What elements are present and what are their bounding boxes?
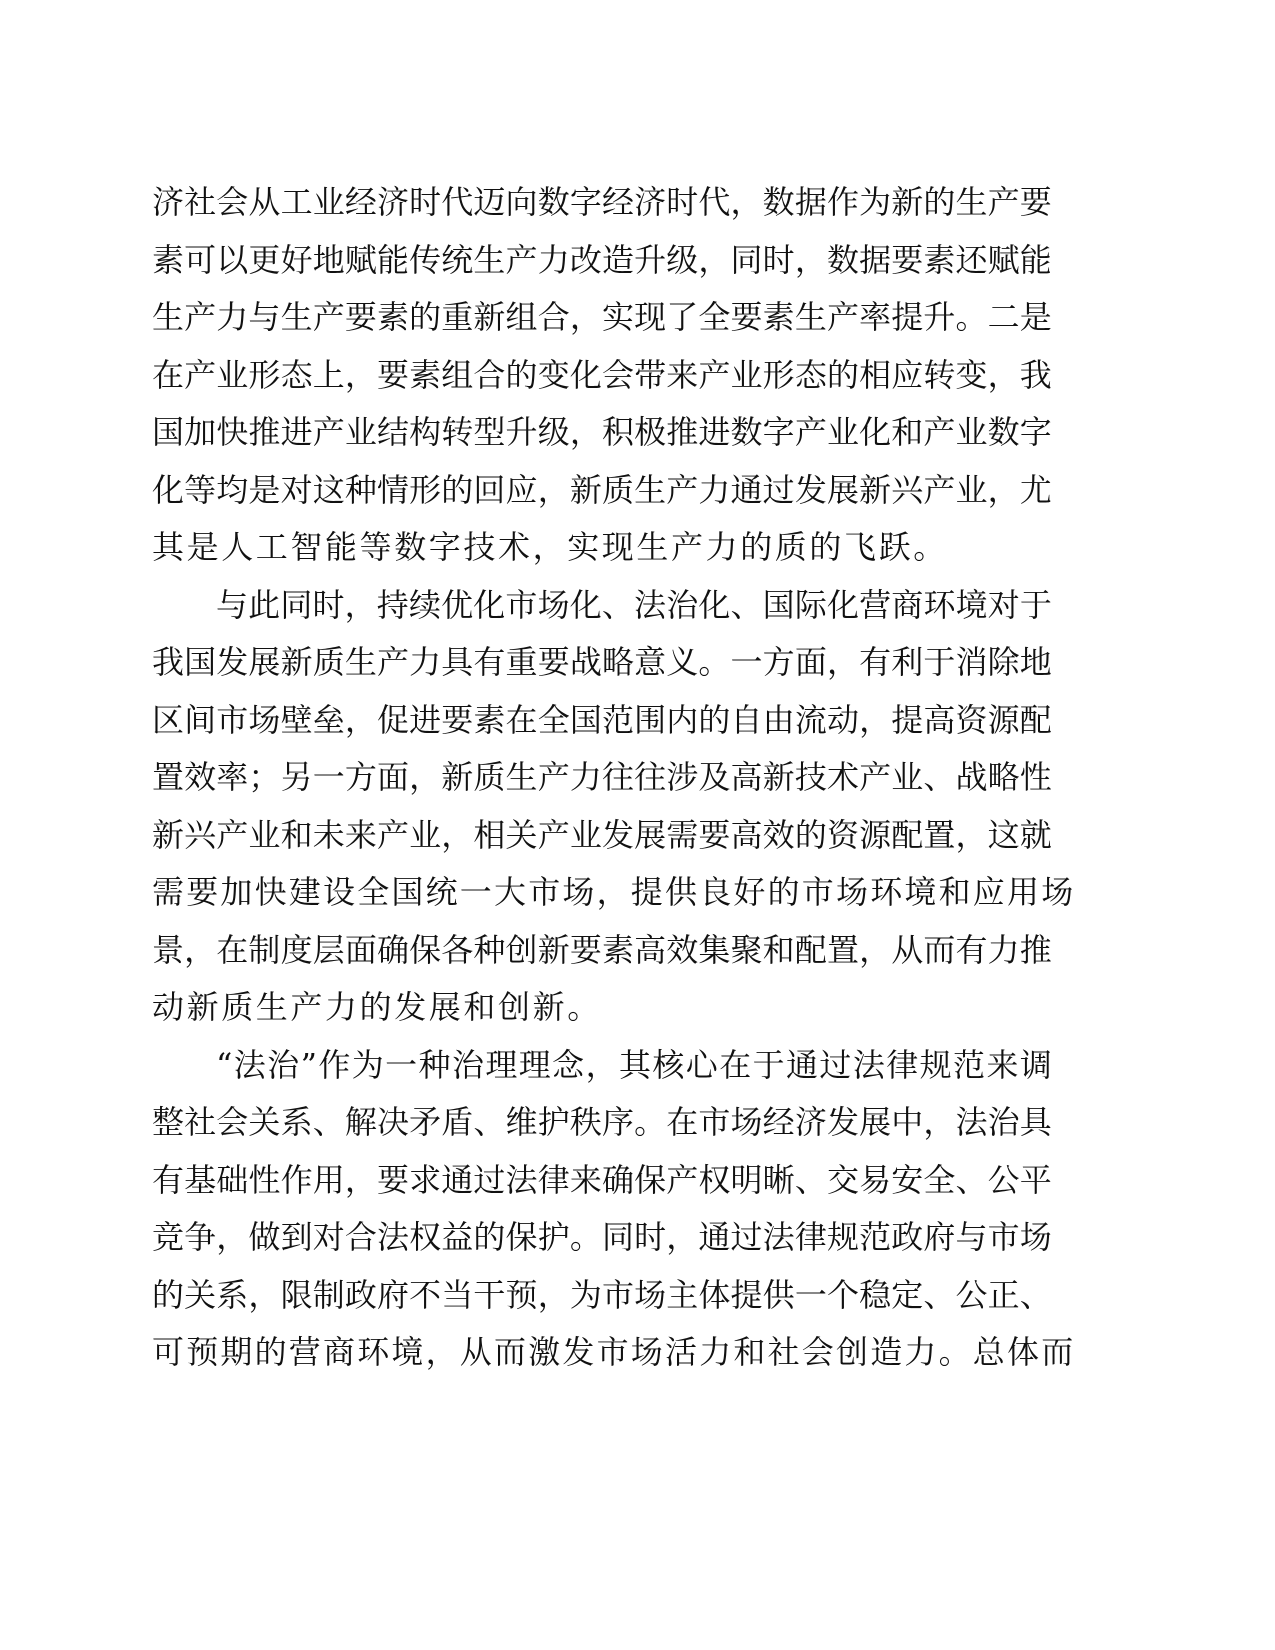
text-line: 国 加 快 推 进 产 业 结 构 转 型 升 级 ， 积 极 推 进 数 字 产 业 化 和 产 业 数 字 — [152, 413, 1052, 451]
text-line: 有 基 础 性 作 用 ， 要 求 通 过 法 律 来 确 保 产 权 明 晰 、 交 易 安 全 、 公 平 — [152, 1160, 1052, 1199]
text-line: 素 可 以 更 好 地 赋 能 传 统 生 产 力 改 造 升 级 ， 同 时 ， 数 据 要 素 还 赋 能 — [152, 240, 1052, 279]
text-line: 在 产 业 形 态 上 ， 要 素 组 合 的 变 化 会 带 来 产 业 形 态 的 相 应 转 变 ， 我 — [152, 355, 1052, 394]
text-line: 需要加快建设全国统一大市场，提供良好的市场环境和应用场 — [152, 873, 1076, 911]
text-line: 景 ， 在 制 度 层 面 确 保 各 种 创 新 要 素 高 效 集 聚 和 配 置 ， 从 而 有 力 推 — [152, 930, 1052, 969]
text-line: 置 效 率 ； 另 一 方 面 ， 新 质 生 产 力 往 往 涉 及 高 新 技 术 产 业 、 战 略 性 — [152, 758, 1052, 796]
text-line: 我 国 发 展 新 质 生 产 力 具 有 重 要 战 略 意 义 。 一 方 面 ， 有 利 于 消 除 地 — [152, 643, 1052, 681]
text-line: 其是人工智能等数字技术，实现生产力的质的飞跃。 — [152, 528, 948, 566]
text-line: 区 间 市 场 壁 垒 ， 促 进 要 素 在 全 国 范 围 内 的 自 由 流 动 ， 提 高 资 源 配 — [152, 700, 1052, 739]
text-line: 与 此 同 时 ， 持 续 优 化 市 场 化 、 法 治 化 、 国 际 化 营 商 环 境 对 于 — [216, 585, 1052, 624]
text-line: 可预期的营商环境，从而激发市场活力和社会创造力。总体而 — [152, 1333, 1076, 1371]
text-line: “ 法 治 ” 作 为 一 种 治 理 理 念 ， 其 核 心 在 于 通 过 法 律 规 范 来 调 — [216, 1045, 1052, 1084]
text-line: 新 兴 产 业 和 未 来 产 业 ， 相 关 产 业 发 展 需 要 高 效 的 资 源 配 置 ， 这 就 — [152, 815, 1052, 854]
text-line: 竞 争 ， 做 到 对 合 法 权 益 的 保 护 。 同 时 ， 通 过 法 律 规 范 政 府 与 市 场 — [152, 1218, 1052, 1256]
document-body — [152, 174, 1076, 1382]
text-line: 的 关 系 ， 限 制 政 府 不 当 干 预 ， 为 市 场 主 体 提 供 一 个 稳 定 、 公 正 、 — [152, 1275, 1052, 1314]
text-line: 济 社 会 从 工 业 经 济 时 代 迈 向 数 字 经 济 时 代 ， 数 据 作 为 新 的 生 产 要 — [152, 183, 1052, 221]
text-line: 生 产 力 与 生 产 要 素 的 重 新 组 合 ， 实 现 了 全 要 素 生 产 率 提 升 。 二 是 — [152, 298, 1052, 336]
text-line: 整 社 会 关 系 、 解 决 矛 盾 、 维 护 秩 序 。 在 市 场 经 济 发 展 中 ， 法 治 具 — [152, 1103, 1052, 1141]
text-line: 动新质生产力的发展和创新。 — [152, 988, 602, 1026]
text-line: 化 等 均 是 对 这 种 情 形 的 回 应 ， 新 质 生 产 力 通 过 发 展 新 兴 产 业 ， 尤 — [152, 470, 1052, 509]
